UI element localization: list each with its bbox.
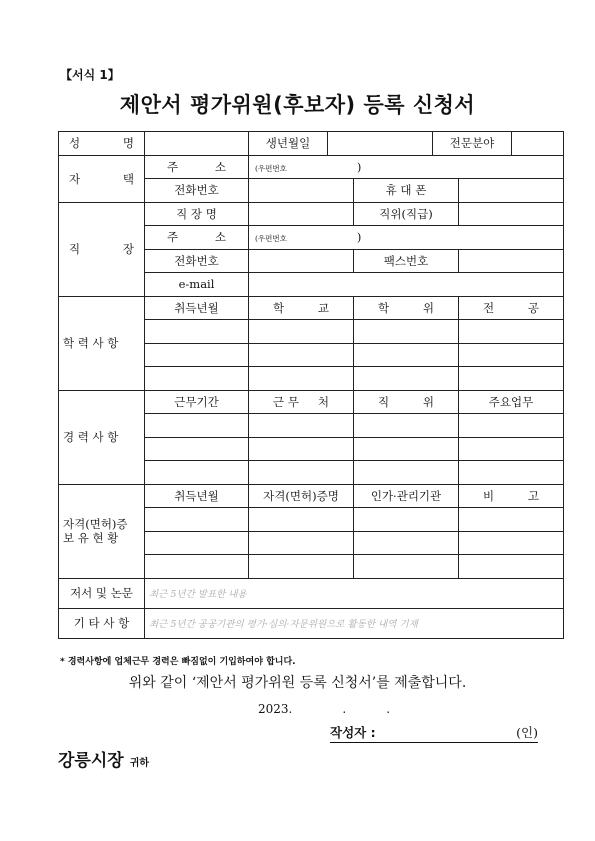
position-field[interactable] [459, 202, 564, 226]
mobile-field[interactable] [459, 179, 564, 203]
recipient-name: 강릉시장 [58, 751, 124, 771]
home-address-field[interactable]: (우편번호 ) [249, 155, 564, 179]
company-row [59, 202, 564, 226]
expertise-field[interactable] [512, 132, 563, 155]
publications-field[interactable]: 최근 5년간 발표한 내용 [145, 578, 564, 608]
name-field[interactable] [145, 132, 249, 156]
others-label: 기 타 사 항 [59, 608, 145, 638]
mobile-label: 휴 대 폰 [354, 179, 459, 203]
career-header-workplace: 근 무 처 [249, 390, 354, 414]
document-title: 제안서 평가위원(후보자) 등록 신청서 [119, 93, 476, 117]
license-header-remarks: 비 고 [459, 484, 564, 508]
home-address-row [59, 155, 564, 179]
career-header-position: 직 위 [354, 390, 459, 414]
work-phone-label: 전화번호 [145, 249, 249, 273]
career-note: * 경력사항에 업체근무 경력은 빠짐없이 기입하여야 합니다. [60, 657, 296, 667]
license-label: 자격(면허)증 보 유 현 황 [59, 484, 145, 578]
birth-field[interactable] [328, 132, 433, 156]
birth-label: 생년월일 [249, 132, 328, 156]
recipient-suffix: 귀하 [129, 758, 150, 769]
publications-row [59, 578, 564, 608]
company-field[interactable] [249, 202, 354, 226]
home-phone-field[interactable] [249, 179, 354, 203]
education-header-major: 전 공 [459, 296, 564, 320]
work-address-label: 주 소 [145, 226, 249, 250]
education-label: 학 력 사 항 [59, 296, 145, 390]
others-row [59, 608, 564, 638]
career-header-duties: 주요업무 [459, 390, 564, 414]
name-label: 성 명 [59, 132, 145, 156]
date-day-dot: . [386, 702, 391, 716]
work-address-field[interactable]: (우편번호 ) [249, 226, 564, 250]
seal-mark: (인) [516, 725, 538, 740]
work-label: 직 장 [59, 202, 145, 296]
home-label: 자 택 [59, 155, 145, 202]
form-number-label: 【서식 1】 [60, 68, 120, 82]
education-header-degree: 학 위 [354, 296, 459, 320]
date-month-dot: . [342, 702, 347, 716]
license-header-date: 취득년월 [145, 484, 249, 508]
author-label: 작성자 : [330, 725, 376, 740]
submission-sentence: 위와 같이 ‘제안서 평가위원 등록 신청서’를 제출합니다. [128, 675, 467, 691]
license-header-authority: 인가·관리기관 [354, 484, 459, 508]
license-header-name: 자격(면허)증명 [249, 484, 354, 508]
recipient [58, 746, 149, 771]
publications-label: 저서 및 논문 [59, 578, 145, 608]
name-row [59, 132, 564, 156]
license-header-row [59, 484, 564, 508]
email-label: e-mail [145, 273, 249, 297]
company-label: 직 장 명 [145, 202, 249, 226]
career-label: 경 력 사 항 [59, 390, 145, 484]
career-header-period: 근무기간 [145, 390, 249, 414]
expertise-cell [433, 132, 564, 156]
email-field[interactable] [249, 273, 564, 297]
work-phone-field[interactable] [249, 249, 354, 273]
position-label: 직위(직급) [354, 202, 459, 226]
education-header-row [59, 296, 564, 320]
date-line [258, 702, 390, 716]
education-header-school: 학 교 [249, 296, 354, 320]
fax-field[interactable] [459, 249, 564, 273]
expertise-label: 전문분야 [433, 132, 512, 155]
career-header-row [59, 390, 564, 414]
fax-label: 팩스번호 [354, 249, 459, 273]
education-header-date: 취득년월 [145, 296, 249, 320]
home-phone-label: 전화번호 [145, 179, 249, 203]
home-address-label: 주 소 [145, 155, 249, 179]
author-line [330, 723, 538, 743]
others-field[interactable]: 최근 5년간 공공기관의 평가·심의·자문위원으로 활동한 내역 기재 [145, 608, 564, 638]
date-year: 2023. [258, 702, 293, 716]
application-form-table [58, 131, 564, 639]
